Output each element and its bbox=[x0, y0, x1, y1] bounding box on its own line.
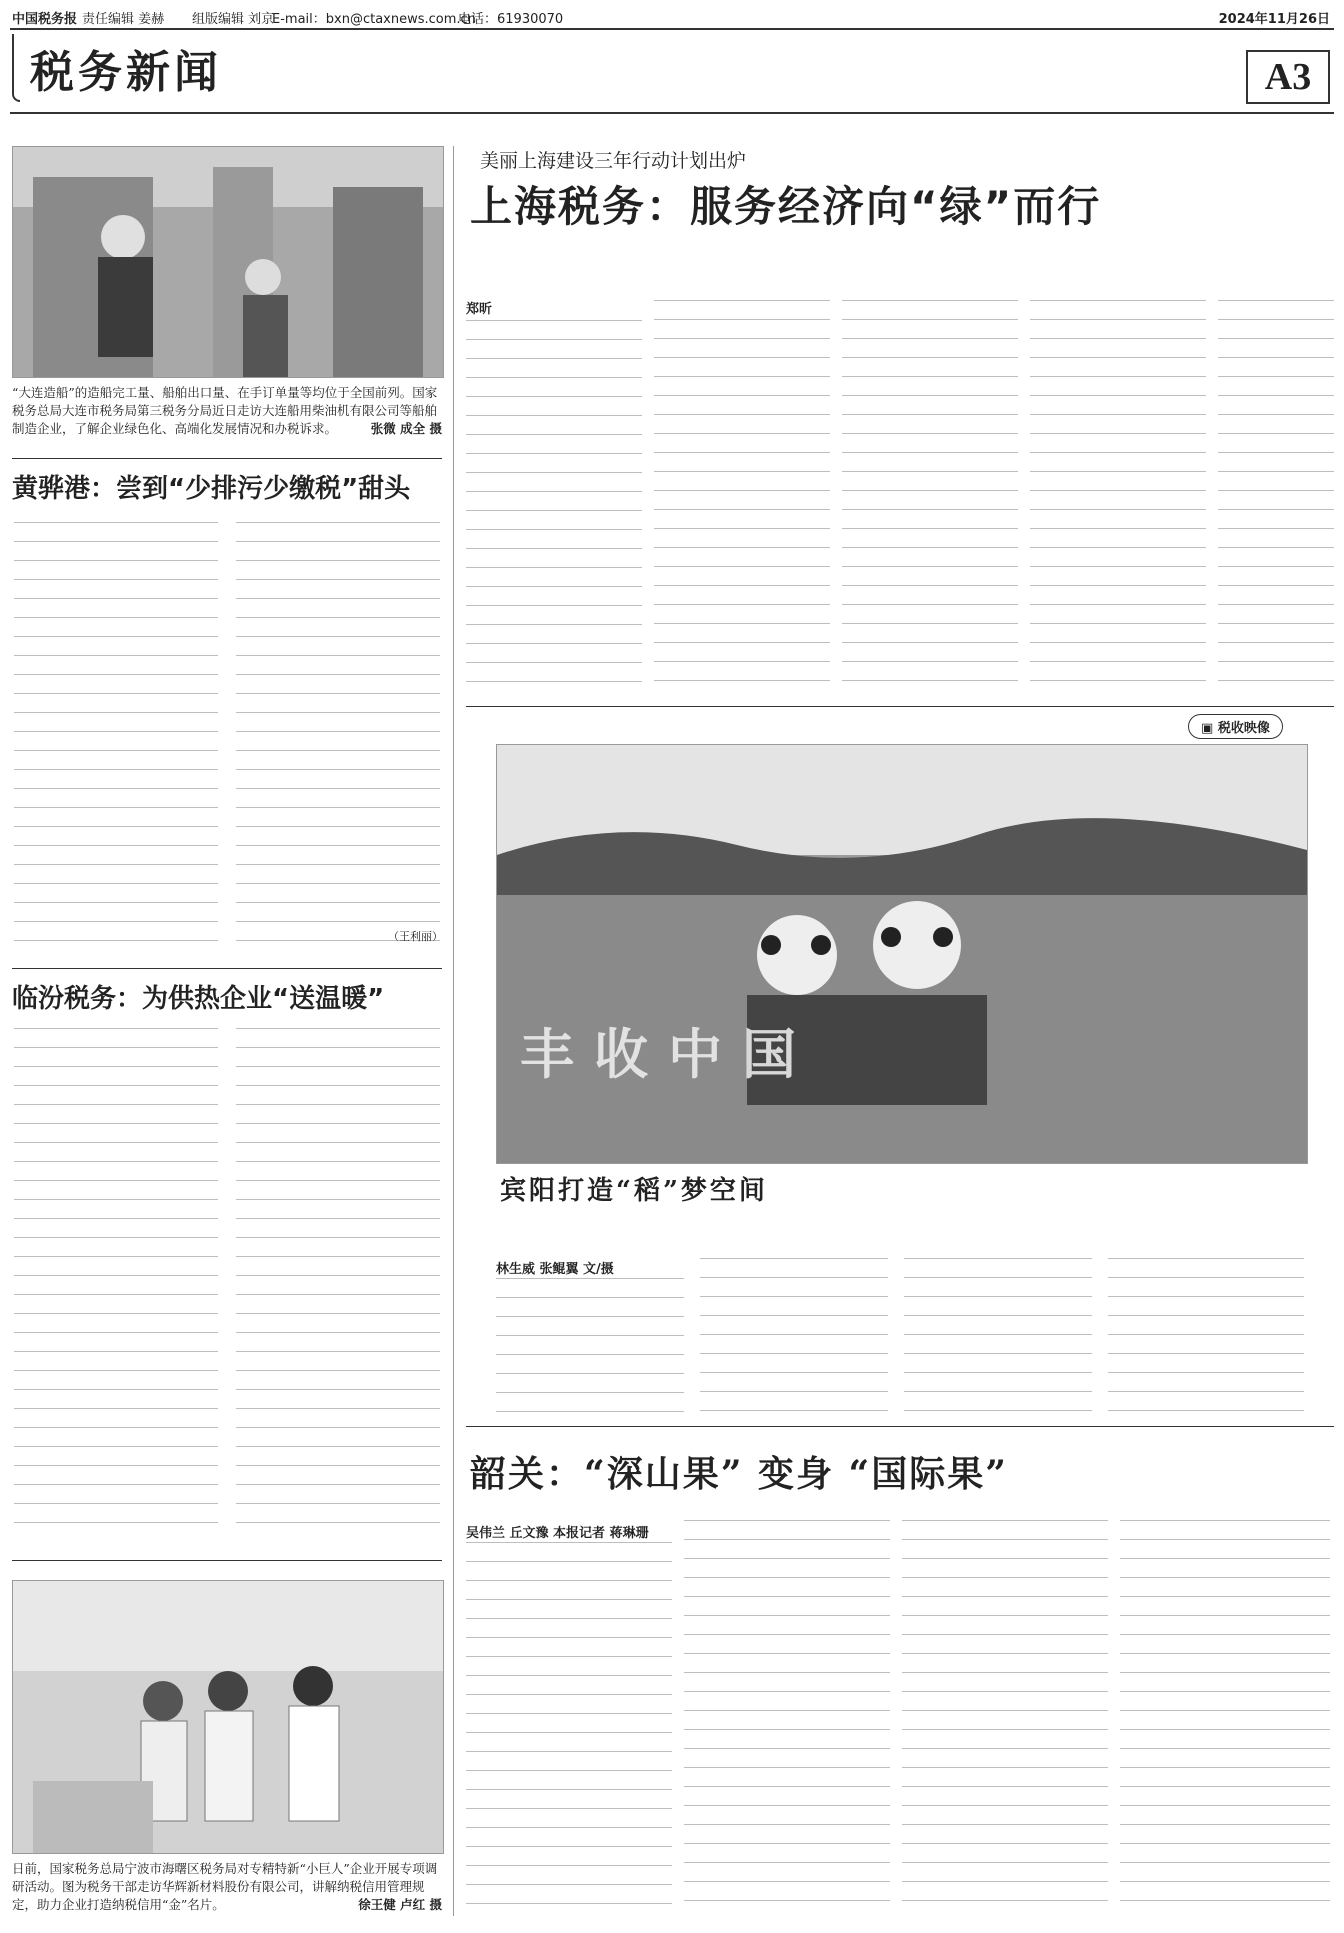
article3-col3-text bbox=[902, 1520, 1108, 1918]
title-bracket bbox=[12, 34, 20, 102]
article3-col2-text bbox=[684, 1520, 890, 1918]
editor: 责任编辑 姜赫 bbox=[82, 12, 165, 27]
feature-badge-label: 税收映像 bbox=[1217, 721, 1270, 736]
article3-headline: 韶关：“深山果” 变身 “国际果” bbox=[470, 1453, 1008, 1495]
feature-col1-text bbox=[496, 1278, 684, 1414]
article3-col1-text bbox=[466, 1542, 672, 1918]
main-col3-text bbox=[842, 300, 1018, 682]
shipyard-photo-icon bbox=[13, 147, 443, 377]
feature-col3-text bbox=[904, 1258, 1092, 1414]
main-headline: 上海税务：服务经济向“绿”而行 bbox=[470, 182, 1102, 231]
main-col4-text bbox=[1030, 300, 1206, 682]
article1-byline: （王利丽） bbox=[388, 930, 443, 943]
email: E-mail：bxn@ctaxnews.com.cn bbox=[272, 12, 476, 27]
photo-shipyard bbox=[12, 146, 444, 378]
photo2-credit: 徐王健 卢红 摄 bbox=[358, 1897, 442, 1912]
camera-icon: ▣ bbox=[1201, 721, 1214, 736]
main-col5-text bbox=[1218, 300, 1334, 682]
article1-col1-text bbox=[14, 522, 218, 942]
feature-col4-text bbox=[1108, 1258, 1304, 1414]
main-kicker: 美丽上海建设三年行动计划出炉 bbox=[480, 150, 747, 172]
article1-headline: 黄骅港：尝到“少排污少缴税”甜头 bbox=[12, 474, 411, 504]
field-text: 丰收中国 bbox=[520, 1023, 816, 1086]
article3-byline: 吴伟兰 丘文豫 本报记者 蒋琳珊 bbox=[466, 1526, 649, 1541]
photo2-caption: 日前，国家税务总局宁波市海曙区税务局对专精特新“小巨人”企业开展专项调研活动。图为税务干部走访华辉新材料股份有限公司，讲解纳税信用管理规定，助力企业打造纳税信用“金”名片。 徐王健 卢红 摄 bbox=[12, 1861, 442, 1912]
left-column-divider bbox=[453, 146, 454, 1916]
article3-col4-text bbox=[1120, 1520, 1330, 1918]
rule-feature bbox=[466, 1426, 1334, 1427]
rule-3 bbox=[12, 1560, 442, 1561]
tax-visit-photo-icon bbox=[13, 1581, 443, 1853]
feature-badge bbox=[1188, 714, 1283, 739]
feature-byline: 林生威 张鲲翼 文/摄 bbox=[496, 1262, 614, 1277]
rule-main bbox=[466, 706, 1334, 707]
page-number: A3 bbox=[1246, 50, 1330, 104]
article2-col1-text bbox=[14, 1028, 218, 1530]
main-col1-text bbox=[466, 320, 642, 682]
phone: 电话：61930070 bbox=[458, 12, 564, 27]
masthead-rule bbox=[10, 28, 1334, 30]
main-col2-text bbox=[654, 300, 830, 682]
article2-headline: 临汾税务：为供热企业“送温暖” bbox=[12, 984, 385, 1014]
rule-2 bbox=[12, 968, 442, 969]
main-byline: 郑昕 bbox=[466, 302, 493, 317]
paper-name: 中国税务报 bbox=[12, 12, 78, 27]
rule-1 bbox=[12, 458, 442, 459]
photo1-caption: “大连造船”的造船完工量、船舶出口量、在手订单量等均位于全国前列。国家税务总局大连市税务局第三税务分局近日走访大连船用柴油机有限公司等船舶制造企业，了解企业绿色化、高端化发展情况和办税诉求。 张微 成全 摄 bbox=[12, 385, 442, 436]
photo1-credit: 张微 成全 摄 bbox=[370, 421, 442, 436]
feature-col2-text bbox=[700, 1258, 888, 1414]
masthead bbox=[0, 0, 1344, 26]
photo-tax-visit bbox=[12, 1580, 444, 1854]
rice-field-photo-icon bbox=[497, 745, 1307, 1163]
issue-date: 2024年11月26日 bbox=[1218, 12, 1330, 27]
layout-editor: 组版编辑 刘京 bbox=[192, 12, 275, 27]
header-rule bbox=[10, 112, 1334, 114]
article1-col2-text bbox=[236, 522, 440, 942]
section-title: 税务新闻 bbox=[30, 47, 222, 98]
photo-rice-field bbox=[496, 744, 1308, 1164]
feature-caption: 宾阳打造“稻”梦空间 bbox=[500, 1176, 768, 1206]
article2-col2-text bbox=[236, 1028, 440, 1530]
